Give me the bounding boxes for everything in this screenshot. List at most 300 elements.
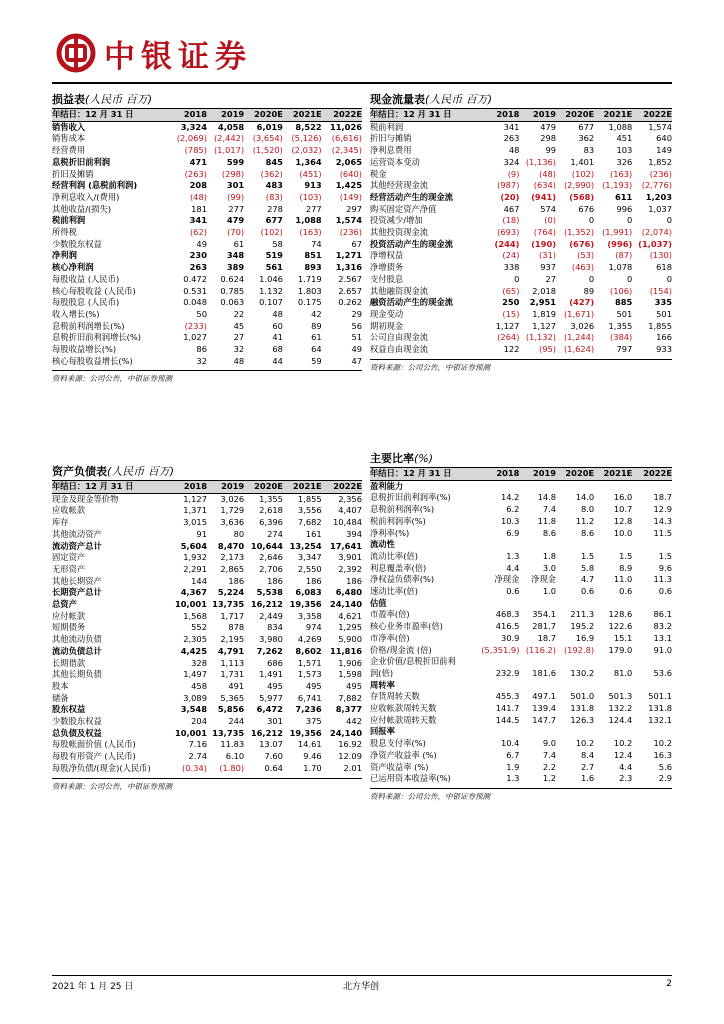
row-value: 974 bbox=[305, 622, 322, 633]
row-value bbox=[519, 598, 556, 610]
row-value: 1,729 bbox=[220, 505, 245, 516]
footer-date: 2021 年 1 月 25 日 bbox=[52, 982, 134, 992]
header-fiscal-year-end: 年结日：12 月 31 日 bbox=[52, 109, 167, 121]
row-value: 13.07 bbox=[259, 739, 283, 750]
row-value: 0.048 bbox=[183, 297, 207, 308]
row-label: 周转率 bbox=[370, 679, 395, 690]
row-value: 1,127 bbox=[183, 493, 207, 504]
row-value: 1.5 bbox=[580, 550, 595, 561]
row-value: 375 bbox=[305, 716, 322, 727]
row-label: 现金及现金等价物 bbox=[52, 493, 119, 504]
row-value: 1,127 bbox=[532, 320, 557, 331]
row-value: 7,682 bbox=[297, 517, 322, 528]
row-value: 126.3 bbox=[570, 714, 595, 725]
row-value: 7.16 bbox=[188, 739, 207, 750]
row-value bbox=[480, 539, 520, 551]
row-value bbox=[480, 656, 520, 668]
row-value: 144 bbox=[191, 575, 207, 586]
row-label: 应付帐款周转天数 bbox=[370, 714, 437, 725]
row-value: 2.9 bbox=[658, 773, 672, 784]
row-value bbox=[519, 539, 556, 551]
table-row bbox=[370, 563, 672, 575]
row-value: 1,574 bbox=[335, 215, 362, 226]
row-value: 1,271 bbox=[335, 250, 362, 261]
row-value: 14.3 bbox=[653, 515, 672, 526]
row-label: 融资活动产生的现金流 bbox=[370, 297, 453, 308]
row-value: (149) bbox=[339, 191, 362, 202]
row-value: 0 bbox=[627, 273, 633, 284]
table-row bbox=[370, 609, 672, 621]
table-row bbox=[370, 133, 672, 145]
row-value: (2,032) bbox=[291, 145, 322, 156]
row-value: 1.70 bbox=[303, 762, 322, 773]
row-value: 14.61 bbox=[297, 739, 322, 750]
row-value: (95) bbox=[539, 344, 557, 355]
row-label: 投资减少/增加 bbox=[370, 215, 423, 226]
row-value: (0.34) bbox=[182, 762, 207, 773]
row-value: (103) bbox=[299, 191, 322, 202]
table-row bbox=[370, 250, 672, 262]
table-row bbox=[52, 332, 362, 344]
table-row bbox=[52, 716, 362, 728]
row-label: 净增权益 bbox=[370, 250, 404, 261]
row-value: 1,855 bbox=[297, 493, 322, 504]
row-value: (1,244) bbox=[563, 332, 595, 343]
row-value: 4.7 bbox=[580, 574, 595, 585]
row-label: 流动资产总计 bbox=[52, 540, 102, 551]
table-row bbox=[370, 286, 672, 298]
row-value: 74 bbox=[311, 238, 322, 249]
row-value: 328 bbox=[191, 657, 207, 668]
row-value bbox=[594, 539, 632, 551]
footer-rule bbox=[52, 975, 672, 976]
row-label: 市盈率(倍) bbox=[370, 609, 410, 620]
table-row bbox=[52, 215, 362, 227]
row-label: 销售成本 bbox=[52, 133, 86, 144]
row-value: 878 bbox=[228, 622, 245, 633]
row-label: 息税折旧前利润 bbox=[52, 156, 111, 167]
row-value: 128.6 bbox=[608, 609, 633, 620]
row-value: 48 bbox=[272, 308, 283, 319]
row-value: 348 bbox=[226, 250, 245, 261]
row-value: 458 bbox=[191, 680, 207, 691]
row-value: 2,706 bbox=[259, 563, 283, 574]
row-value: 2.7 bbox=[580, 761, 595, 772]
row-value: (785) bbox=[184, 145, 207, 156]
row-value bbox=[594, 726, 632, 738]
cashflow-statement-panel bbox=[370, 92, 672, 373]
table-header-row bbox=[370, 109, 672, 121]
row-value: (53) bbox=[577, 250, 595, 261]
row-value bbox=[632, 726, 672, 738]
row-value: 2,356 bbox=[338, 493, 362, 504]
row-value: 1,295 bbox=[338, 622, 362, 633]
table-row bbox=[52, 587, 362, 599]
row-value: 244 bbox=[228, 716, 245, 727]
row-value: (163) bbox=[609, 168, 633, 179]
header-fiscal-year-end: 年结日：12 月 31 日 bbox=[370, 109, 480, 121]
row-value: 495 bbox=[267, 680, 283, 691]
table-header-row bbox=[370, 468, 672, 480]
row-value: (640) bbox=[339, 168, 362, 179]
row-value: 89 bbox=[311, 320, 322, 331]
row-value: 4.4 bbox=[619, 761, 633, 772]
row-value: 2,018 bbox=[532, 285, 557, 296]
row-value: 11.3 bbox=[653, 574, 672, 585]
table-row bbox=[370, 309, 672, 321]
row-value: (20) bbox=[500, 191, 520, 202]
table-row bbox=[370, 480, 672, 492]
table-row bbox=[52, 133, 362, 145]
row-label: 净利润 bbox=[52, 250, 77, 261]
row-value: 1,401 bbox=[570, 156, 595, 167]
row-value: (190) bbox=[531, 238, 557, 249]
row-label: 市净率(倍) bbox=[370, 632, 410, 643]
row-label: 折旧及摊销 bbox=[52, 168, 94, 179]
row-value: 16.92 bbox=[338, 739, 362, 750]
table-row bbox=[52, 121, 362, 133]
table-row bbox=[370, 762, 672, 774]
row-label: 库存 bbox=[52, 517, 69, 528]
row-label: 每股帐面价值 (人民币) bbox=[52, 739, 136, 750]
row-value: 161 bbox=[305, 528, 322, 539]
row-value: 479 bbox=[540, 121, 557, 132]
source-note: 资料来源：公司公告，中银证券预测 bbox=[370, 359, 672, 373]
row-label: 已运用资本收益率(%) bbox=[370, 773, 451, 784]
header-fiscal-year-end: 年结日：12 月 31 日 bbox=[370, 468, 480, 480]
row-value: 1.8 bbox=[542, 550, 557, 561]
row-value: 1.5 bbox=[619, 550, 633, 561]
row-value: 501 bbox=[656, 308, 672, 319]
row-value: 24,140 bbox=[329, 599, 362, 610]
row-value: (264) bbox=[497, 332, 520, 343]
row-value: 10,484 bbox=[332, 517, 362, 528]
row-value: (1,352) bbox=[563, 227, 595, 238]
row-value: 1,819 bbox=[532, 308, 557, 319]
row-value: 2.01 bbox=[343, 762, 362, 773]
row-value: 362 bbox=[578, 133, 595, 144]
row-value: 937 bbox=[540, 262, 557, 273]
row-label: 利息覆盖率(倍) bbox=[370, 562, 427, 573]
row-label: 经营费用 bbox=[52, 145, 86, 156]
table-row bbox=[52, 204, 362, 216]
row-value: 0.262 bbox=[338, 297, 362, 308]
row-value: 29 bbox=[351, 308, 362, 319]
row-value: 61 bbox=[233, 238, 245, 249]
table-row bbox=[370, 668, 672, 680]
row-label: 流动比率(倍) bbox=[370, 550, 418, 561]
row-value: 58 bbox=[272, 238, 283, 249]
row-label: 经营活动产生的现金流 bbox=[370, 191, 453, 202]
row-value: 2,865 bbox=[220, 563, 245, 574]
table-row bbox=[370, 492, 672, 504]
row-value bbox=[594, 598, 632, 610]
row-value: (102) bbox=[571, 168, 595, 179]
row-value: 0.107 bbox=[259, 297, 283, 308]
row-value: 2,951 bbox=[529, 297, 557, 308]
row-value bbox=[556, 680, 594, 692]
row-value: 326 bbox=[616, 156, 633, 167]
row-value: 8.0 bbox=[580, 504, 595, 515]
row-value: 5,224 bbox=[217, 587, 245, 598]
section-title bbox=[370, 451, 672, 468]
row-value: (5,126) bbox=[291, 133, 322, 144]
row-value: 11.5 bbox=[653, 527, 672, 538]
row-value: 9.6 bbox=[658, 562, 672, 573]
row-label: 每股股息 (人民币) bbox=[52, 297, 120, 308]
row-value: 10.2 bbox=[613, 738, 633, 749]
row-label: 所得税 bbox=[52, 227, 77, 238]
row-label: 固定资产 bbox=[52, 552, 86, 563]
row-label: 购买固定资产净值 bbox=[370, 203, 437, 214]
row-label: 公司自由现金流 bbox=[370, 332, 429, 343]
row-value: 2.3 bbox=[619, 773, 633, 784]
row-value: 186 bbox=[267, 575, 283, 586]
row-value: 0.063 bbox=[220, 297, 245, 308]
row-value: 3,980 bbox=[259, 634, 283, 645]
row-value: 13,254 bbox=[289, 540, 322, 551]
row-value: 0.6 bbox=[619, 586, 633, 597]
row-value: 12.8 bbox=[613, 515, 633, 526]
header-year: 2019 bbox=[519, 109, 556, 121]
row-label: 存货周转天数 bbox=[370, 691, 420, 702]
row-value: 11,816 bbox=[329, 645, 362, 656]
row-value: 14.0 bbox=[575, 492, 595, 503]
source-note: 资料来源：公司公告，中银证券预测 bbox=[370, 788, 672, 802]
row-value: 86 bbox=[196, 344, 207, 355]
row-value: 2,392 bbox=[338, 563, 362, 574]
row-label: 收入增长(%) bbox=[52, 308, 100, 319]
table-row bbox=[370, 215, 672, 227]
row-value: 12.9 bbox=[653, 504, 672, 515]
row-value: 6,741 bbox=[297, 692, 322, 703]
table-row bbox=[52, 239, 362, 251]
row-value: 147.7 bbox=[532, 714, 557, 725]
row-value: 467 bbox=[503, 203, 520, 214]
table-row bbox=[370, 332, 672, 344]
row-value: 0 bbox=[666, 215, 672, 226]
row-value: 6,472 bbox=[256, 704, 283, 715]
table-row bbox=[370, 750, 672, 762]
row-value: (62) bbox=[189, 227, 207, 238]
row-value: 324 bbox=[503, 156, 520, 167]
row-value: 676 bbox=[578, 203, 595, 214]
row-label: 核心每股收益 (人民币) bbox=[52, 285, 136, 296]
row-value: 16,212 bbox=[250, 727, 283, 738]
header-year: 2021E bbox=[283, 109, 322, 121]
row-value bbox=[594, 656, 632, 668]
financial-table bbox=[370, 468, 672, 785]
row-label: 流动性 bbox=[370, 539, 395, 550]
row-value: 22 bbox=[233, 308, 245, 319]
row-value: 1,573 bbox=[297, 669, 322, 680]
row-label: 每股净负债/(现金)(人民币) bbox=[52, 762, 151, 773]
row-value: (233) bbox=[184, 320, 207, 331]
row-value: 67 bbox=[351, 238, 362, 249]
row-value: 48 bbox=[233, 355, 245, 366]
row-value: 4,407 bbox=[338, 505, 362, 516]
row-label: 投资活动产生的现金流 bbox=[370, 238, 453, 249]
section-title-unit: (人民币 百万) bbox=[85, 93, 153, 106]
row-value bbox=[556, 656, 594, 668]
row-value: (244) bbox=[494, 238, 520, 249]
table-row bbox=[370, 598, 672, 610]
header-year: 2018 bbox=[167, 109, 207, 121]
row-value: 14.2 bbox=[500, 492, 520, 503]
row-value: 3,324 bbox=[180, 121, 207, 132]
table-row bbox=[52, 611, 362, 623]
table-row bbox=[370, 586, 672, 598]
row-value: 11,026 bbox=[329, 121, 362, 132]
table-row bbox=[52, 541, 362, 553]
row-value: (2,345) bbox=[331, 145, 362, 156]
row-value: 10.2 bbox=[575, 738, 595, 749]
row-value bbox=[632, 680, 672, 692]
row-value: 1,598 bbox=[338, 669, 362, 680]
row-value: 7.60 bbox=[264, 751, 283, 762]
row-value: 18.7 bbox=[653, 492, 672, 503]
row-value: 0.6 bbox=[580, 586, 595, 597]
row-value: 4,269 bbox=[297, 634, 322, 645]
row-label: 折旧与摊销 bbox=[370, 133, 412, 144]
row-value: 181 bbox=[191, 203, 207, 214]
row-value bbox=[556, 726, 594, 738]
row-value: 89 bbox=[583, 285, 595, 296]
financial-table bbox=[52, 481, 362, 775]
row-value: 1.803 bbox=[297, 285, 322, 296]
table-row bbox=[52, 634, 362, 646]
table-row bbox=[370, 715, 672, 727]
row-value: 341 bbox=[503, 121, 520, 132]
row-value: (192.8) bbox=[563, 644, 595, 655]
row-value: (298) bbox=[221, 168, 245, 179]
row-label: 现金变动 bbox=[370, 308, 404, 319]
row-label: 核心业务市盈率(倍) bbox=[370, 621, 443, 632]
row-value bbox=[480, 598, 520, 610]
table-row bbox=[52, 505, 362, 517]
row-value: 68 bbox=[272, 344, 283, 355]
balance-sheet-panel bbox=[52, 464, 362, 792]
row-label: 少数股东权益 bbox=[52, 238, 102, 249]
row-value: 9.0 bbox=[542, 738, 557, 749]
row-value: 42 bbox=[311, 308, 322, 319]
row-value: 11.8 bbox=[537, 515, 557, 526]
row-value: 2,305 bbox=[183, 634, 207, 645]
row-value: 1,088 bbox=[295, 215, 322, 226]
row-value: 179.0 bbox=[608, 644, 633, 655]
row-value bbox=[519, 480, 556, 492]
table-row bbox=[370, 239, 672, 251]
row-value: 1,316 bbox=[335, 262, 362, 273]
header-year: 2019 bbox=[207, 109, 244, 121]
table-row bbox=[52, 599, 362, 611]
table-row bbox=[370, 574, 672, 586]
row-value: 17,641 bbox=[329, 540, 362, 551]
row-value: 131.8 bbox=[570, 703, 595, 714]
row-value: (154) bbox=[649, 285, 672, 296]
row-value: 501 bbox=[616, 308, 633, 319]
row-value: 83.2 bbox=[653, 621, 672, 632]
table-row bbox=[52, 309, 362, 321]
row-label: 净权益负债率(%) bbox=[370, 574, 435, 585]
row-value: 232.9 bbox=[495, 667, 520, 678]
row-value: 5,604 bbox=[180, 540, 207, 551]
row-value: 149 bbox=[656, 145, 672, 156]
row-value: 274 bbox=[267, 528, 283, 539]
row-value: 83 bbox=[583, 145, 595, 156]
table-row bbox=[52, 274, 362, 286]
row-label: 每股收益增长(%) bbox=[52, 344, 117, 355]
row-value: 1,852 bbox=[648, 156, 672, 167]
row-label: 盈利能力 bbox=[370, 480, 404, 491]
row-value: 5,856 bbox=[217, 704, 245, 715]
row-value: 16.9 bbox=[575, 632, 595, 643]
row-value: 933 bbox=[656, 344, 672, 355]
row-value: 561 bbox=[265, 262, 283, 273]
row-value: 3,015 bbox=[183, 517, 207, 528]
row-value: 186 bbox=[346, 575, 362, 586]
row-label: 每股收益 (人民币) bbox=[52, 273, 120, 284]
row-label: 净利息费用 bbox=[370, 145, 412, 156]
row-value: 834 bbox=[267, 622, 283, 633]
table-row bbox=[52, 262, 362, 274]
table-row bbox=[52, 192, 362, 204]
row-value: 0.531 bbox=[183, 285, 207, 296]
row-value bbox=[632, 656, 672, 668]
row-value: 0.624 bbox=[220, 273, 245, 284]
row-label: 总负债及权益 bbox=[52, 727, 102, 738]
row-value: 16.0 bbox=[613, 492, 633, 503]
section-title-text: 损益表 bbox=[52, 93, 85, 106]
row-value: 50 bbox=[196, 308, 207, 319]
header-year: 2021E bbox=[594, 109, 632, 121]
row-value: 640 bbox=[656, 133, 672, 144]
row-value: 3.0 bbox=[542, 562, 557, 573]
row-value: 5,900 bbox=[338, 634, 362, 645]
section-title bbox=[52, 464, 362, 481]
row-label: 其他融资现金流 bbox=[370, 285, 429, 296]
row-value: 335 bbox=[654, 297, 672, 308]
row-value: 1,906 bbox=[338, 657, 362, 668]
row-value: (70) bbox=[227, 227, 245, 238]
row-value: 7.4 bbox=[542, 504, 557, 515]
row-label: 长期借款 bbox=[52, 657, 86, 668]
row-value: (2,442) bbox=[213, 133, 245, 144]
table-row bbox=[370, 726, 672, 738]
table-row bbox=[52, 356, 362, 368]
row-label: 权益自由现金流 bbox=[370, 344, 429, 355]
row-value: 354.1 bbox=[532, 609, 557, 620]
row-value: 3,347 bbox=[297, 552, 322, 563]
row-value: (83) bbox=[265, 191, 283, 202]
row-value: 5.8 bbox=[580, 562, 595, 573]
row-value: 893 bbox=[304, 262, 322, 273]
header-year: 2022E bbox=[322, 109, 362, 121]
row-value: 1,571 bbox=[297, 657, 322, 668]
table-row bbox=[370, 703, 672, 715]
row-value: 341 bbox=[189, 215, 207, 226]
row-value: 389 bbox=[226, 262, 245, 273]
row-value: 7,236 bbox=[295, 704, 322, 715]
row-value: (634) bbox=[533, 180, 557, 191]
row-value: 3,556 bbox=[297, 505, 322, 516]
row-value: 495 bbox=[346, 680, 362, 691]
row-label: 价格/现金流 (倍) bbox=[370, 644, 432, 655]
row-label: 息税前利润增长(%) bbox=[52, 320, 125, 331]
row-value: 2,550 bbox=[297, 563, 322, 574]
row-value: 5.6 bbox=[658, 761, 672, 772]
row-value: 1,932 bbox=[183, 552, 207, 563]
